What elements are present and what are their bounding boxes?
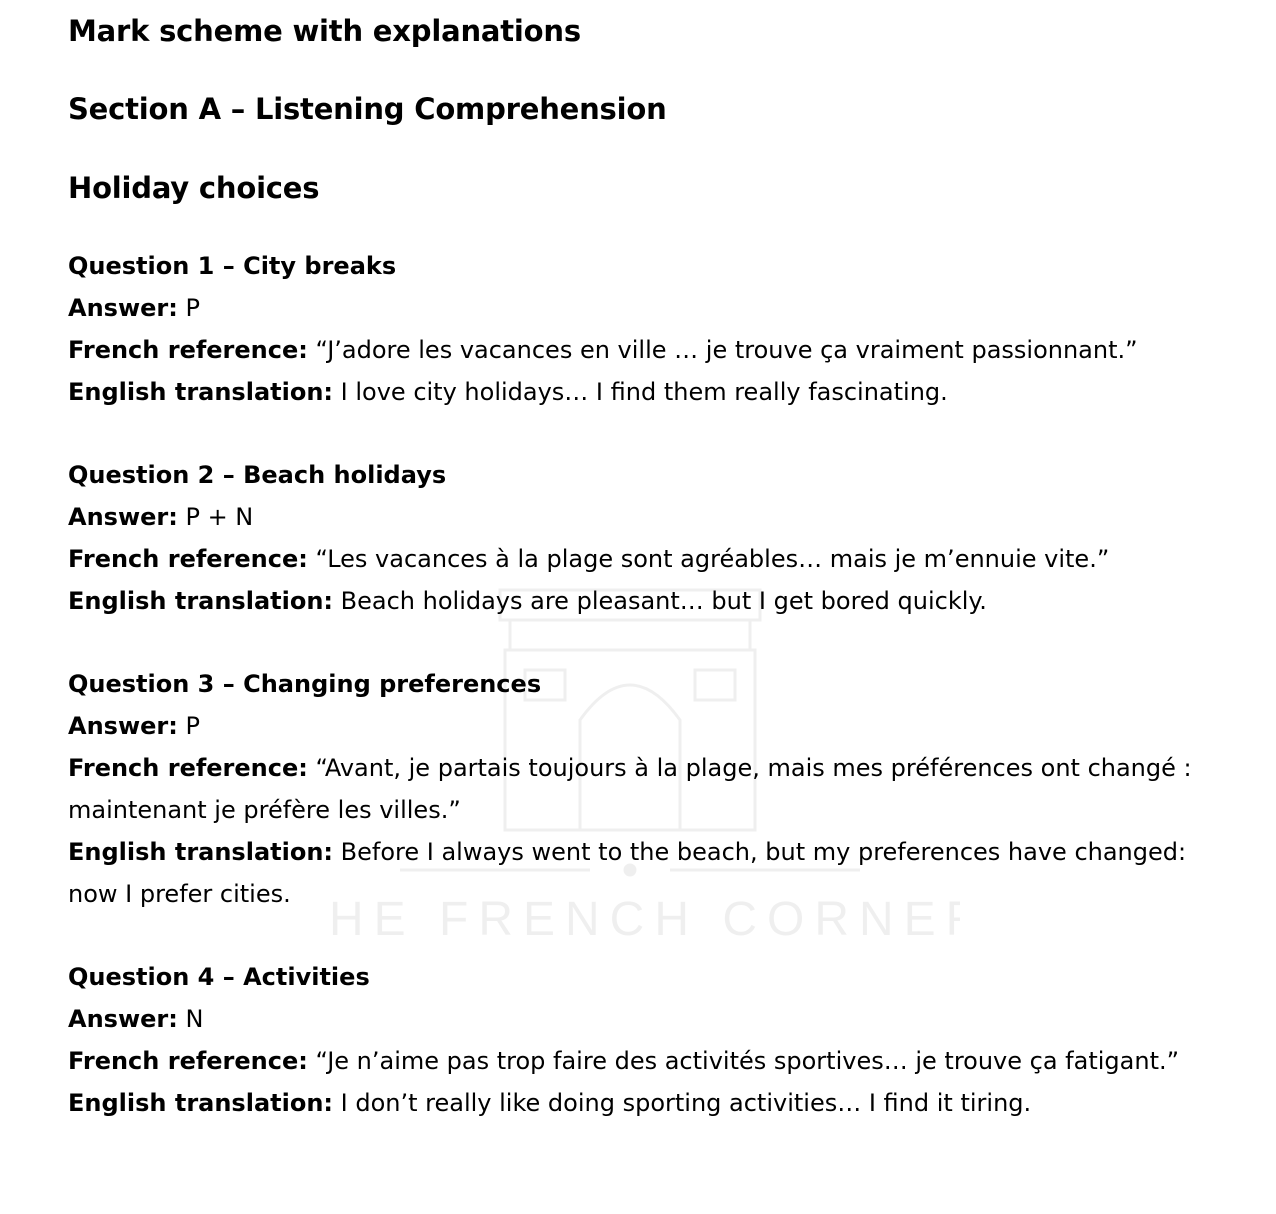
english-translation-label: English translation: [68,838,334,866]
english-translation-label: English translation: [68,378,334,406]
french-reference-label: French reference: [68,336,308,364]
french-reference-label: French reference: [68,754,308,782]
answer-value: P [185,712,200,740]
french-reference-text: “J’adore les vacances en ville … je trouve ça vraiment passionnant.” [315,336,1138,364]
answer-line [68,705,1218,747]
english-translation-line [68,371,1218,413]
question-block [68,245,1218,413]
french-reference-text: “Je n’aime pas trop faire des activités sportives… je trouve ça fatigant.” [315,1047,1180,1075]
question-heading: Question 4 – Activities [68,963,370,991]
answer-value: P + N [185,503,254,531]
english-translation-label: English translation: [68,1089,334,1117]
english-translation-line [68,580,1218,622]
french-reference-line [68,1040,1218,1082]
answer-line [68,998,1218,1040]
section-title: Section A – Listening Comprehension [68,92,667,126]
english-translation-text: I love city holidays… I find them really fascinating. [340,378,948,406]
question-heading: Question 2 – Beach holidays [68,461,447,489]
answer-line [68,496,1218,538]
question-block [68,956,1218,1124]
answer-label: Answer: [68,1005,178,1033]
french-reference-line [68,329,1218,371]
french-reference-line [68,538,1218,580]
french-reference-text: “Les vacances à la plage sont agréables… mais je m’ennuie vite.” [315,545,1110,573]
question-heading: Question 1 – City breaks [68,252,397,280]
answer-label: Answer: [68,503,178,531]
watermark-text: THE FRENCH CORNER [320,893,960,946]
question-heading: Question 3 – Changing preferences [68,670,542,698]
french-reference-label: French reference: [68,1047,308,1075]
question-block [68,663,1218,915]
answer-value: P [185,294,200,322]
french-reference-text: “Avant, je partais toujours à la plage, mais mes préférences ont changé : maintenant je préfère les villes.” [68,754,1192,824]
english-translation-text: Before I always went to the beach, but my preferences have changed: now I prefer cities. [68,838,1187,908]
english-translation-line [68,831,1218,915]
french-reference-line [68,747,1218,831]
english-translation-text: I don’t really like doing sporting activities… I find it tiring. [340,1089,1032,1117]
english-translation-label: English translation: [68,587,334,615]
english-translation-line [68,1082,1218,1124]
answer-value: N [185,1005,204,1033]
question-block [68,454,1218,622]
english-translation-text: Beach holidays are pleasant… but I get bored quickly. [340,587,987,615]
subsection-title: Holiday choices [68,171,320,205]
french-reference-label: French reference: [68,545,308,573]
answer-label: Answer: [68,294,178,322]
document-title: Mark scheme with explanations [68,14,581,48]
answer-line [68,287,1218,329]
answer-label: Answer: [68,712,178,740]
